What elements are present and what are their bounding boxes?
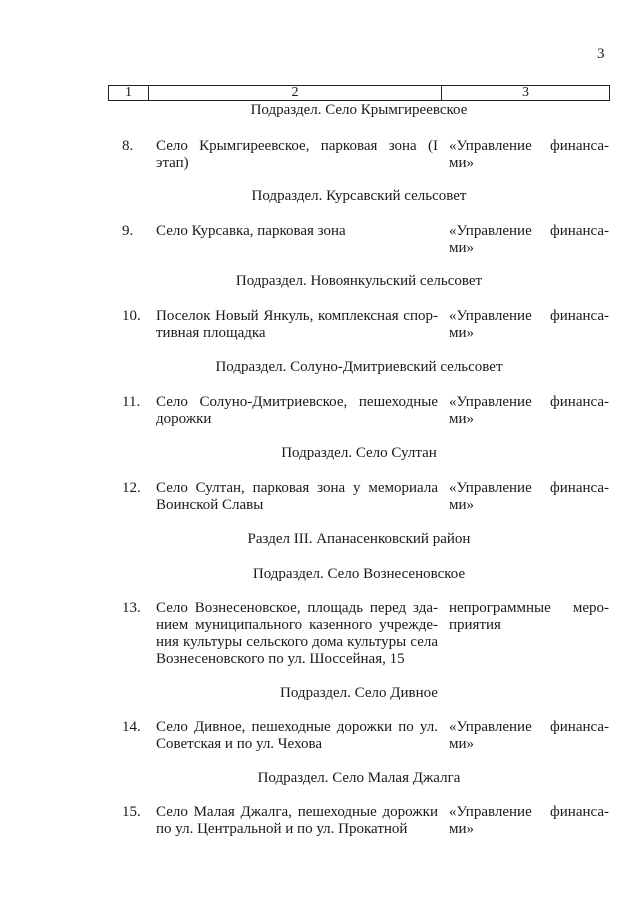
program-tail: ми» bbox=[449, 736, 475, 752]
row-location: Село Малая Джалга, пешеходные дорожки по ул. Центральной и по ул. Прокатной bbox=[156, 804, 438, 837]
subsection-heading: Подраздел. Солуно-Дмитриевский сельсовет bbox=[215, 359, 503, 375]
row-number: 15. bbox=[122, 804, 141, 820]
program-tail: ми» bbox=[449, 497, 475, 513]
page-number: 3 bbox=[597, 46, 605, 62]
subsection-heading: Подраздел. Село Крымгиреевское bbox=[250, 102, 468, 118]
row-number: 9. bbox=[122, 223, 134, 239]
row-location: Село Султан, парковая зона у мемориала Воинской Славы bbox=[156, 480, 438, 513]
row-number: 8. bbox=[122, 138, 134, 154]
column-header-row bbox=[108, 85, 610, 101]
subsection-heading: Подраздел. Село Дивное bbox=[280, 685, 438, 701]
program-second-word: финанса- bbox=[550, 480, 609, 496]
row-number: 14. bbox=[122, 719, 141, 735]
program-first-word: «Управление bbox=[449, 138, 532, 154]
row-location: Поселок Новый Янкуль, комплексная спортивная площадка bbox=[156, 308, 438, 341]
row-program bbox=[449, 394, 609, 428]
row-program bbox=[449, 308, 609, 342]
program-tail: ми» bbox=[449, 155, 475, 171]
row-number: 11. bbox=[122, 394, 141, 410]
section-heading: Раздел III. Апанасенковский район bbox=[247, 531, 471, 547]
subsection-heading: Подраздел. Село Малая Джалга bbox=[257, 770, 461, 786]
program-first-word: «Управление bbox=[449, 480, 532, 496]
program-tail: ми» bbox=[449, 325, 475, 341]
subsection-heading: Подраздел. Новоянкульский сельсовет bbox=[235, 273, 483, 289]
row-location: Село Вознесеновское, площадь перед зданием муниципального казенного учреждения культуры сельского дома культуры села Вознесеновского по ул. Шоссейная, 15 bbox=[156, 600, 438, 667]
subsection-heading: Подраздел. Село Султан bbox=[281, 445, 437, 461]
row-number: 13. bbox=[122, 600, 141, 616]
row-program bbox=[449, 719, 609, 753]
row-program bbox=[449, 480, 609, 514]
row-location: Село Дивное, пешеходные дорожки по ул. Советская и по ул. Чехова bbox=[156, 719, 438, 752]
column-header-2: 2 bbox=[149, 86, 442, 100]
column-header-1: 1 bbox=[109, 86, 149, 100]
program-second-word: финанса- bbox=[550, 719, 609, 735]
row-number: 10. bbox=[122, 308, 141, 324]
program-second-word: финанса- bbox=[550, 308, 609, 324]
subsection-heading: Подраздел. Курсавский сельсовет bbox=[251, 188, 467, 204]
row-location: Село Крымгиреевское, парковая зона (I этап) bbox=[156, 138, 438, 171]
program-second-word: финанса- bbox=[550, 804, 609, 820]
program-first-word: «Управление bbox=[449, 719, 532, 735]
row-number: 12. bbox=[122, 480, 141, 496]
row-program bbox=[449, 804, 609, 838]
program-second-word: меро- bbox=[572, 600, 609, 616]
program-second-word: финанса- bbox=[550, 394, 609, 410]
program-first-word: «Управление bbox=[449, 394, 532, 410]
program-first-word: непрограммные bbox=[449, 600, 551, 616]
row-program bbox=[449, 138, 609, 172]
program-tail: ми» bbox=[449, 240, 475, 256]
subsection-heading: Подраздел. Село Вознесеновское bbox=[252, 566, 466, 582]
row-program bbox=[449, 223, 609, 257]
program-tail: приятия bbox=[449, 617, 501, 633]
row-program bbox=[449, 600, 609, 634]
program-second-word: финанса- bbox=[550, 223, 609, 239]
program-first-word: «Управление bbox=[449, 804, 532, 820]
column-header-3: 3 bbox=[522, 85, 529, 100]
program-second-word: финанса- bbox=[550, 138, 609, 154]
program-tail: ми» bbox=[449, 821, 475, 837]
row-location: Село Курсавка, парковая зона bbox=[156, 223, 346, 239]
row-location: Село Солуно-Дмитриевское, пешеходные дорожки bbox=[156, 394, 438, 427]
program-tail: ми» bbox=[449, 411, 475, 427]
program-first-word: «Управление bbox=[449, 223, 532, 239]
program-first-word: «Управление bbox=[449, 308, 532, 324]
